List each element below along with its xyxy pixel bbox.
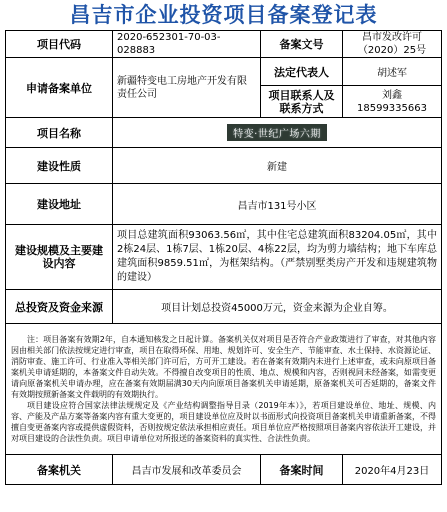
nature-value: 新建 [113, 148, 442, 184]
notes-block [6, 324, 442, 455]
row-invest [6, 290, 442, 324]
record-org-value: 昌吉市发展和改革委员会 [113, 455, 261, 485]
legal-rep-label: 法定代表人 [261, 58, 343, 86]
record-date-label: 备案时间 [261, 455, 343, 485]
record-date-value: 2020年4月23日 [343, 455, 442, 485]
invest-value: 项目计划总投资45000万元，资金来源为企业自筹。 [113, 290, 442, 324]
scale-value: 项目总建筑面积93063.56㎡，其中住宅总建筑面积83204.05㎡，其中2栋24层、1栋7层、1栋20层、4栋22层，均为剪力墙结构；地下车库总建筑面积9859.51㎡，为框架结构。（严禁别墅类房产开发和违规建筑物的建设） [113, 225, 442, 290]
nature-label: 建设性质 [6, 148, 113, 184]
row-project-name [6, 118, 442, 148]
row-record-org [6, 455, 442, 485]
project-name-cell [113, 118, 442, 148]
scale-label: 建设规模及主要建设内容 [6, 225, 113, 290]
row-notes [6, 324, 442, 455]
legal-rep-value: 胡述军 [343, 58, 442, 86]
applicant-label: 申请备案单位 [6, 58, 113, 118]
row-site [6, 184, 442, 225]
record-table [5, 30, 442, 485]
site-label: 建设地址 [6, 184, 113, 225]
project-code-value: 2020-652301-70-03-028883 [113, 31, 261, 58]
applicant-value: 新疆特变电工房地产开发有限责任公司 [113, 58, 261, 118]
contact-value: 刘鑫 18599335663 [343, 86, 442, 118]
record-no-label: 备案文号 [261, 31, 343, 58]
row-legal-rep [6, 58, 442, 86]
notes-paragraph-1: 注：项目备案有效期2年，自本通知核发之日起计算。备案机关仅对项目是否符合产业政策进行了审查，对其他内容因由相关部门依法按规定进行审查，项目在取得环保、用地、规划许可、安全生产、节能审查、水土保持、水资源论证、消防审查、施工许可、行业准入等相关部门许可后，方可开工建设。若在备案有效期内未进行上述审查，或未向原项目备案机关申请延期的，本备案文件自动失效。不得擅自改变项目的性质、地点、规模和内容，否则视同未经备案，如需变更请向原备案机关申请办理，应在备案有效期届满30天内向原项目备案机关申请延期，原备案机关可否延期的，备案文件有效期按照新备案文件载明的有效期执行。 [11, 335, 436, 399]
record-org-label: 备案机关 [6, 455, 113, 485]
invest-label: 总投资及资金来源 [6, 290, 113, 324]
project-name-value: 特变·世纪广场六期 [227, 124, 327, 141]
contact-label: 项目联系人及联系方式 [261, 86, 343, 118]
site-value: 昌吉市131号小区 [113, 184, 442, 225]
project-code-label: 项目代码 [6, 31, 113, 58]
notes-paragraph-2: 项目建设应符合国家法律法规规定及《产业结构调整指导目录（2019年本）》，若项目建设单位、地址、规模、内容、产能及产品方案等备案内容有重大变更的，项目建设单位应及时以书面形式向投资项目备案机关申请重新备案，不得擅自变更备案内容或提供虚假资料，否则按规定依法承担相应责任。项目单位应严格按照项目备案内容依法开工建设，并对项目建设的合法性负责。项目申请单位对所报送的备案资料的真实性、合法性负责。 [11, 401, 436, 443]
row-scale [6, 225, 442, 290]
row-nature [6, 148, 442, 184]
form-title: 昌吉市企业投资项目备案登记表 [69, 3, 378, 27]
project-name-label: 项目名称 [6, 118, 113, 148]
row-project-code [6, 31, 442, 58]
record-no-value: 昌市发改许可（2020）25号 [343, 31, 442, 58]
